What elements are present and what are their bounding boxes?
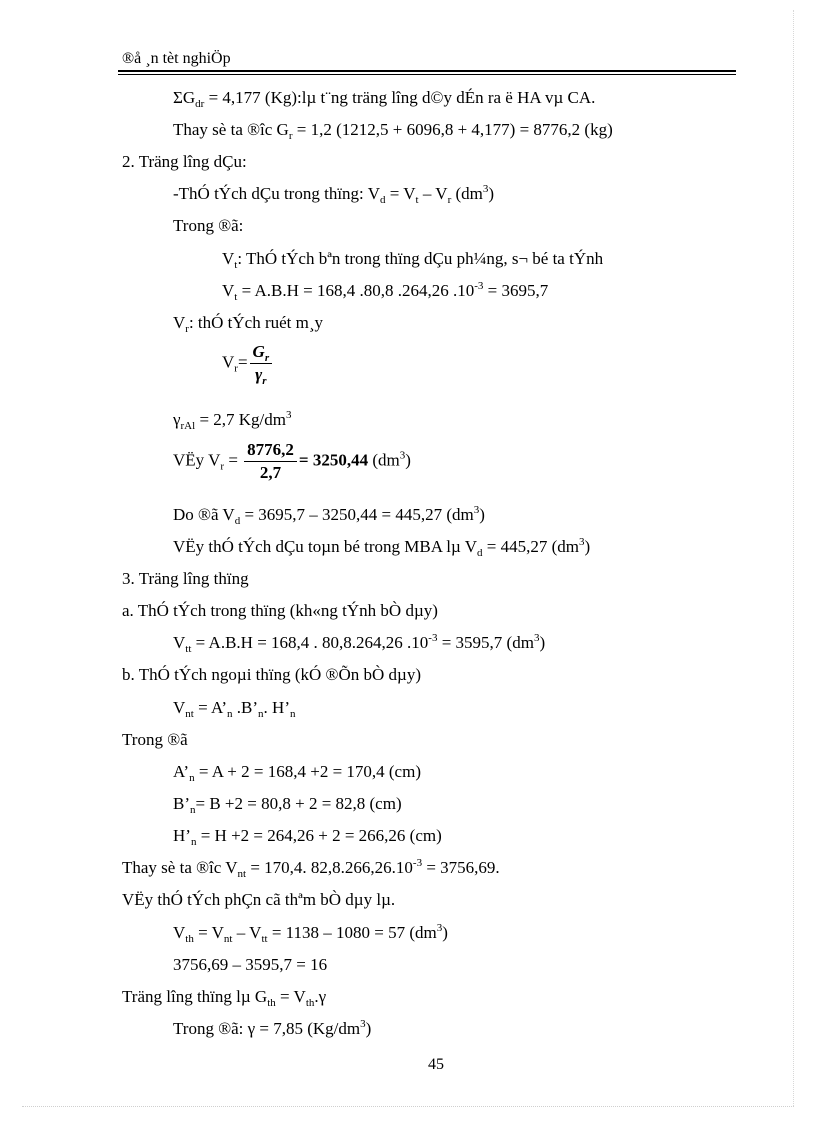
text-line-hn: $H’_n = H +2 = 264,26 + 2 = 266,26$ (cm) (173, 826, 442, 848)
page-number: 45 (428, 1056, 444, 1073)
section-heading-tank-weight: 3. Träng lîng thïng (122, 569, 249, 588)
text-line-gamma-al: $\gamma_{rAl} = 2,7$ $Kg/dm^3$ (173, 409, 292, 432)
bottom-dotted-border (22, 1106, 794, 1107)
text-line-thickness-volume: VËy thÓ tÝch phÇn cã thªm bÒ dµy lµ. (122, 890, 396, 909)
section-heading-oil-weight: 2. Träng lîng dÇu: (122, 152, 247, 171)
right-dotted-border (793, 10, 794, 1106)
text-line-vth-calc: $V_{th} = V_{nt} - V_{tt} = 1138 - 1080 = 57$ $(dm^3)$ (173, 922, 448, 945)
text-line-vr-def: $V_r$: thÓ tÝch ruét m¸y (173, 313, 324, 335)
formula-vr-value: VËy $V_r$ = $\frac{8776,2}{2,7}$ = 3250,44 $(dm^3)$ (173, 440, 411, 482)
text-line-an: $A’_n = A + 2 = 168,4 +2 = 170,4$ (cm) (173, 762, 421, 784)
text-line-vd-calc: Do ®ã $V_d = 3695,7 - 3250,44 = 445,27$ $(dm^3)$ (173, 504, 485, 527)
fraction-8776-over-27: $\frac{8776,2}{2,7}$ (244, 440, 297, 483)
page-header-title: ®å ¸n tèt nghiÖp (122, 50, 231, 67)
text-line-vt-def: $V_t$: ThÓ tÝch bªn trong thïng dÇu ph¼ng, s¬ bé ta tÝnh (222, 249, 604, 271)
text-line-gamma-steel: Trong ®ã: γ = 7,85 $(Kg/dm^3)$ (173, 1018, 372, 1038)
header-rule-thin (118, 74, 736, 75)
header-rule-thick (118, 70, 736, 72)
text-line-vtt-calc: $V_{tt} = A.B.H = 168,4$ . 80,8.264,26 $.10^{-3} = 3595,7$ $(dm^3)$ (173, 632, 546, 655)
text-line-vd-result: VËy thÓ tÝch dÇu toµn bé trong MBA lµ $V_d = 445,27$ $(dm^3)$ (173, 536, 591, 559)
subsection-heading-inner-volume: a. ThÓ tÝch trong thïng (kh«ng tÝnh bÒ dµy) (122, 601, 438, 620)
text-line-oil-volume: -ThÓ tÝch dÇu trong thïng: $V_d = V_t - V_r$ $(dm^3)$ (173, 183, 495, 206)
text-line-where-2: Trong ®ã (122, 730, 188, 749)
text-line-vnt-calc: Thay sè ta ®îc $V_{nt} = 170,4$. $82,8.266,26.10^{-3} = 3756,69$. (122, 857, 500, 880)
text-line-where: Trong ®ã: (173, 216, 244, 235)
text-line-gth-formula: Träng lîng thïng lµ $G_{th} = V_{th}.\gamma$ (122, 987, 327, 1009)
text-line-vnt-formula: $V_{nt}$ = $A’_n$ $.B’_n$. $H’_n$ (173, 698, 296, 720)
text-line-vth-alt: 3756,69 – 3595,7 = 16 (173, 955, 328, 974)
text-line-vt-calc: $V_t = A.B.H = 168,4$ .80,8 .264,26 $.10^{-3} = 3695,7$ (222, 280, 549, 303)
text-line-delta-g: $\Sigma G_{dr} = 4,177$ (Kg):lµ t¨ng träng lîng d©y dÉn ra ë HA vµ CA. (173, 88, 596, 110)
fraction-gr-over-gamma: $\frac{G_r}{\gamma_r}$ (250, 342, 273, 385)
text-line-gr: Thay sè ta ®îc $G_r = 1,2$ (1212,5 + 6096,8 + 4,177) = 8776,2 (kg) (173, 120, 613, 142)
text-line-bn: $B’_n= B +2 = 80,8 + 2 = 82,8$ (cm) (173, 794, 402, 816)
subsection-heading-outer-volume: b. ThÓ tÝch ngoµi thïng (kÓ ®Õn bÒ dµy) (122, 665, 421, 684)
formula-vr-fraction: $V_r=$ $\frac{G_r}{\gamma_r}$ (222, 342, 274, 385)
